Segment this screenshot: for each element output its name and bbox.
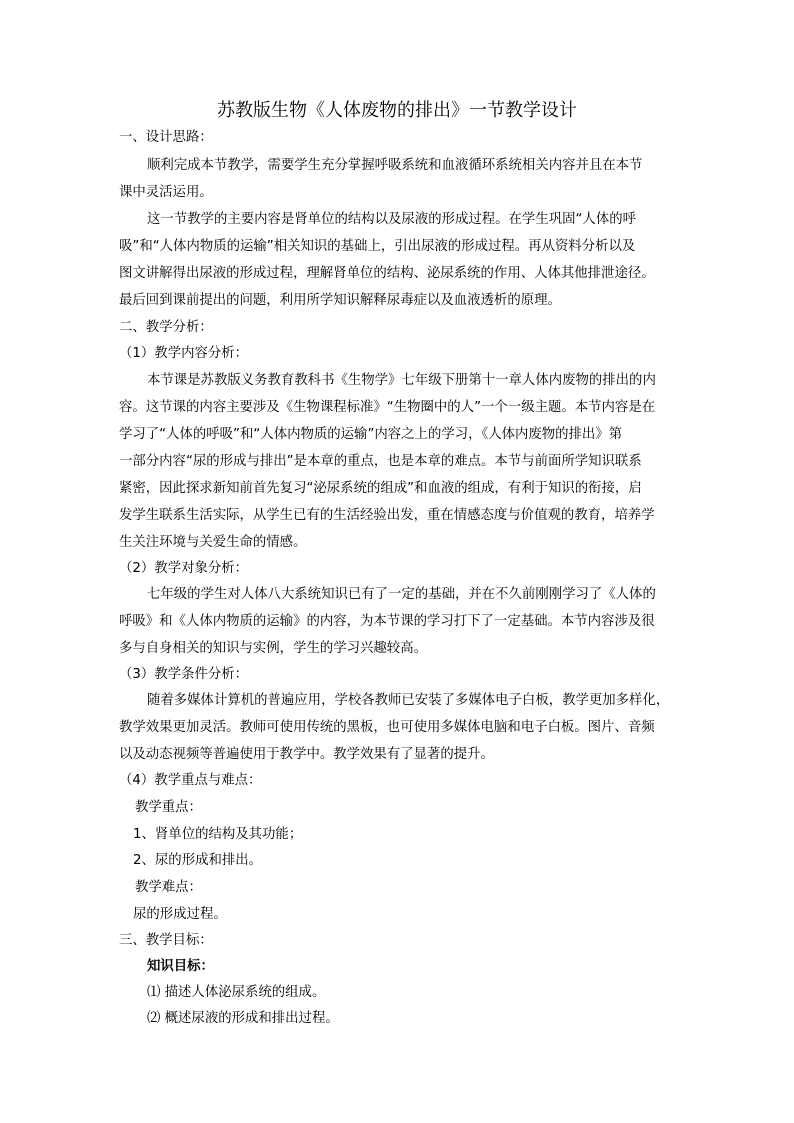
- subsection-heading-conditions-analysis: （3）教学条件分析：: [119, 667, 249, 682]
- paragraph-line: 以及动态视频等普遍使用于教学中。教学效果有了显著的提升。: [119, 747, 494, 762]
- paragraph-line: 生关注环境与关爱生命的情感。: [119, 535, 307, 550]
- paragraph-line: 图文讲解得出尿液的形成过程，理解肾单位的结构、泌尿系统的作用、人体其他排泄途径。: [119, 266, 655, 281]
- difficulty-label: 教学难点：: [135, 880, 202, 895]
- list-item: ⑴ 描述人体泌尿系统的组成。: [147, 985, 326, 1000]
- paragraph-line: 多与自身相关的知识与实例，学生的学习兴趣较高。: [119, 641, 427, 656]
- difficulty-text: 尿的形成过程。: [133, 907, 227, 922]
- paragraph-line: 七年级的学生对人体八大系统知识已有了一定的基础，并在不久前刚刚学习了《人体的: [147, 587, 656, 602]
- paragraph-line: 本节课是苏教版义务教育教科书《生物学》七年级下册第十一章人体内废物的排出的内: [147, 373, 656, 388]
- paragraph-line: 学习了“人体的呼吸”和“人体内物质的运输”内容之上的学习，《人体内废物的排出》第: [119, 427, 623, 442]
- section-heading-teaching-objectives: 三、教学目标：: [119, 933, 213, 948]
- knowledge-objectives-label: 知识目标：: [147, 959, 214, 974]
- section-heading-teaching-analysis: 二、教学分析：: [119, 320, 213, 335]
- list-item: 1、肾单位的结构及其功能；: [133, 827, 303, 842]
- section-heading-design-ideas: 一、设计思路：: [119, 130, 213, 145]
- list-item: ⑵ 概述尿液的形成和排出过程。: [147, 1011, 339, 1026]
- paragraph-line: 最后回到课前提出的问题，利用所学知识解释尿毒症以及血液透析的原理。: [119, 293, 561, 308]
- paragraph-line: 教学效果更加灵活。教师可使用传统的黑板，也可使用多媒体电脑和电子白板。图片、音频: [119, 720, 655, 735]
- paragraph-line: 发学生联系生活实际，从学生已有的生活经验出发，重在情感态度与价值观的教育，培养学: [119, 508, 655, 523]
- paragraph-line: 容。这节课的内容主要涉及《生物课程标准》“生物圈中的人”一个一级主题。本节内容是在: [119, 400, 656, 415]
- paragraph-line: 紧密，因此探求新知前首先复习“泌尿系统的组成”和血液的组成，有利于知识的衔接，启: [119, 481, 642, 496]
- subsection-heading-content-analysis: （1）教学内容分析：: [119, 346, 249, 361]
- paragraph-line: 吸”和“人体内物质的运输”相关知识的基础上，引出尿液的形成过程。再从资料分析以及: [119, 239, 636, 254]
- paragraph-line: 随着多媒体计算机的普遍应用，学校各教师已安装了多媒体电子白板，教学更加多样化，: [147, 693, 670, 708]
- paragraph-line: 顺利完成本节教学，需要学生充分掌握呼吸系统和血液循环系统相关内容并且在本节: [147, 158, 643, 173]
- subsection-heading-audience-analysis: （2）教学对象分析：: [119, 561, 249, 576]
- paragraph-line: 课中灵活运用。: [119, 185, 213, 200]
- document-title: 苏教版生物《人体废物的排出》一节教学设计: [217, 100, 577, 121]
- key-points-label: 教学重点：: [135, 800, 202, 815]
- paragraph-line: 一部分内容“尿的形成与排出”是本章的重点，也是本章的难点。本节与前面所学知识联系: [119, 454, 642, 469]
- paragraph-line: 呼吸》和《人体内物质的运输》的内容，为本节课的学习打下了一定基础。本节内容涉及很: [119, 614, 655, 629]
- subsection-heading-key-points: （4）教学重点与难点：: [119, 773, 262, 788]
- list-item: 2、尿的形成和排出。: [133, 853, 263, 868]
- paragraph-line: 这一节教学的主要内容是肾单位的结构以及尿液的形成过程。在学生巩固“人体的呼: [147, 212, 636, 227]
